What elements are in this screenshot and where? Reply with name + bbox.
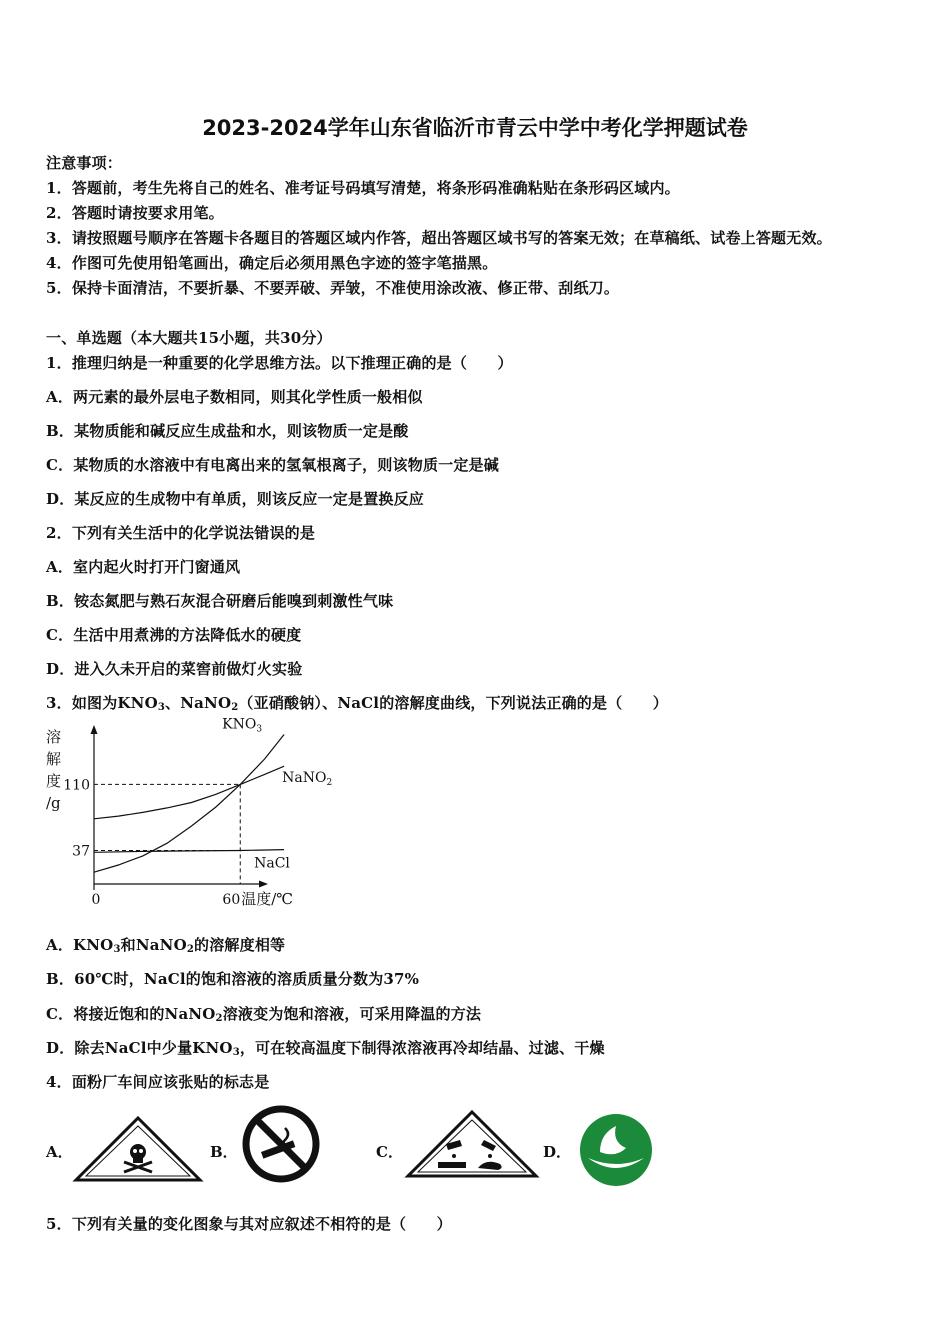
q4-option-d-label: D． <box>543 1143 572 1161</box>
question-4-stem: 4．面粉厂车间应该张贴的标志是 <box>46 1073 270 1091</box>
q1-option-b: B．某物质能和碱反应生成盐和水，则该物质一定是酸 <box>46 422 409 440</box>
q1-option-a: A．两元素的最外层电子数相同，则其化学性质一般相似 <box>46 388 423 406</box>
y-axis-label-char: 度 <box>46 772 62 790</box>
q3-option-c: C．将接近饱和的NaNO$_2$溶液变为饱和溶液，可采用降温的方法 <box>46 1005 482 1024</box>
q3-option-b: B．60℃时，NaCl的饱和溶液的溶质质量分数为37% <box>46 970 420 988</box>
x-axis-arrow <box>259 881 268 888</box>
series-label: $KNO_3$ <box>222 716 263 735</box>
q4-option-b-label: B． <box>210 1143 238 1161</box>
y-axis-arrow <box>91 725 98 734</box>
section-heading: 一、单选题（本大题共15小题，共30分） <box>46 329 332 347</box>
q3-option-a: A．$KNO_3$和NaNO$_2$的溶解度相等 <box>46 936 286 955</box>
series-label: NaCl <box>254 855 290 872</box>
question-1-stem: 1．推理归纳是一种重要的化学思维方法。以下推理正确的是（ ） <box>46 354 513 372</box>
x-axis-label: 温度/℃ <box>241 890 294 908</box>
y-axis-label-char: 溶 <box>46 728 62 746</box>
question-5-stem: 5．下列有关量的变化图象与其对应叙述不相符的是（ ） <box>46 1215 452 1233</box>
no-smoking-icon <box>241 1104 321 1184</box>
question-2-stem: 2．下列有关生活中的化学说法错误的是 <box>46 524 316 542</box>
notice-item: 3．请按照题号顺序在答题卡各题目的答题区域内作答，超出答题区域书写的答案无效；在草稿纸、试卷上答题无效。 <box>46 229 832 247</box>
q2-option-a: A．室内起火时打开门窗通风 <box>46 558 241 576</box>
notice-item: 1．答题前，考生先将自己的姓名、准考证号码填写清楚，将条形码准确粘贴在条形码区域内。 <box>46 179 680 197</box>
solubility-chart <box>44 716 333 914</box>
corrosive-warning-icon <box>404 1108 540 1180</box>
page-title: 2023-2024学年山东省临沂市青云中学中考化学押题试卷 <box>202 116 748 140</box>
notice-item: 5．保持卡面清洁，不要折暴、不要弄破、弄皱，不准使用涂改液、修正带、刮纸刀。 <box>46 279 620 297</box>
series-line-nano <box>94 766 284 819</box>
y-axis-label-char: 解 <box>46 750 62 768</box>
series-label: NaNO$_2$ <box>282 770 333 789</box>
q2-option-c: C．生活中用煮沸的方法降低水的硬度 <box>46 626 302 644</box>
q3-option-d: D．除去NaCl中少量$KNO_3$，可在较高温度下制得浓溶液再冷却结晶、过滤、干燥 <box>46 1039 605 1058</box>
q2-option-d: D．进入久未开启的菜窖前做灯火实验 <box>46 660 303 678</box>
notice-item: 2．答题时请按要求用笔。 <box>46 204 224 222</box>
water-saving-icon <box>578 1112 654 1188</box>
x-tick-label: 60 <box>222 892 241 908</box>
toxic-warning-icon <box>72 1114 204 1184</box>
notice-item: 4．作图可先使用铅笔画出，确定后必须用黑色字迹的签字笔描黑。 <box>46 254 498 272</box>
q4-option-a-label: A． <box>46 1143 73 1161</box>
y-tick-label: 37 <box>72 843 90 860</box>
origin-label: 0 <box>91 892 101 908</box>
q2-option-b: B．铵态氮肥与熟石灰混合研磨后能嗅到刺激性气味 <box>46 592 394 610</box>
notice-heading: 注意事项： <box>46 154 123 172</box>
q4-option-c-label: C． <box>376 1143 403 1161</box>
q1-option-c: C．某物质的水溶液中有电离出来的氢氧根离子，则该物质一定是碱 <box>46 456 499 474</box>
q1-option-d: D．某反应的生成物中有单质，则该反应一定是置换反应 <box>46 490 425 508</box>
y-tick-label: 110 <box>63 777 90 794</box>
y-axis-label-char: /g <box>46 794 61 812</box>
question-3-stem: 3．如图为$KNO_3$、NaNO$_2$（亚硝酸钠）、NaCl的溶解度曲线，下列说法正确的是（ ） <box>46 694 668 713</box>
solubility-chart-svg <box>44 716 333 914</box>
